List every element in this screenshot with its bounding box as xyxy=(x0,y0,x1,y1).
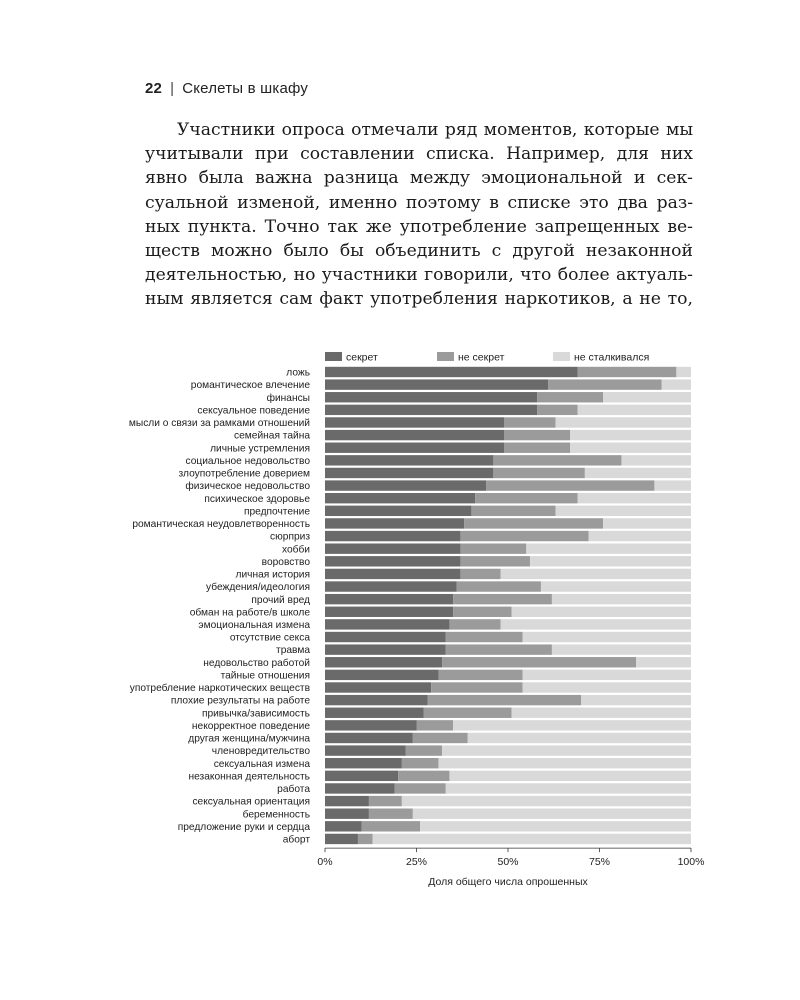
bar-segment xyxy=(325,670,438,680)
paragraph-line: ных пункта. Точно так же употребление запрещенных ве- xyxy=(145,216,693,237)
legend-swatch xyxy=(437,352,454,361)
x-tick-label: 25% xyxy=(405,856,428,869)
bar-segment xyxy=(570,430,691,440)
bar-segment xyxy=(325,392,537,402)
bar-segment xyxy=(460,543,526,553)
category-label: беременность xyxy=(242,809,310,821)
category-label: недовольство работой xyxy=(203,657,310,669)
bar-segment xyxy=(486,480,654,490)
bar-segment xyxy=(325,506,471,516)
bar-segment xyxy=(325,708,424,718)
category-label: воровство xyxy=(261,556,310,568)
bar-segment xyxy=(493,468,585,478)
bar-segment xyxy=(395,783,446,793)
bar-segment xyxy=(453,720,691,730)
legend-swatch xyxy=(325,352,342,361)
category-label: романтическая неудовлетворенность xyxy=(132,519,310,531)
bar-segment xyxy=(325,758,402,768)
x-tick-label: 100% xyxy=(677,856,705,869)
category-label: незаконная деятельность xyxy=(188,771,310,783)
bar-segment xyxy=(621,455,691,465)
bar-segment xyxy=(417,720,454,730)
bar-segment xyxy=(325,745,406,755)
bar-segment xyxy=(541,581,691,591)
x-tick-label: 75% xyxy=(588,856,611,869)
bar-segment xyxy=(526,543,691,553)
legend-label: не сталкивался xyxy=(574,351,650,364)
category-label: привычка/зависимость xyxy=(201,708,310,720)
bar-segment xyxy=(325,468,493,478)
bar-segment xyxy=(325,493,475,503)
category-label: финансы xyxy=(266,392,310,404)
bar-segment xyxy=(676,367,691,377)
bar-segment xyxy=(537,405,577,415)
bar-segment xyxy=(512,708,691,718)
paragraph-line: ным является сам факт употребления наркотиков, а не то, xyxy=(145,289,693,310)
bar-segment xyxy=(578,367,677,377)
bar-segment xyxy=(325,834,358,844)
category-label: работа xyxy=(277,784,310,796)
bar-segment xyxy=(406,745,443,755)
bar-segment xyxy=(504,430,570,440)
bar-segment xyxy=(325,518,464,528)
bar-segment xyxy=(325,809,369,819)
paragraph-line: Участники опроса отмечали ряд моментов, которые мы xyxy=(177,120,693,140)
bar-segment xyxy=(325,455,493,465)
category-label: некорректное поведение xyxy=(191,720,310,732)
page-number: 22 xyxy=(145,80,163,97)
bar-segment xyxy=(325,531,460,541)
category-label: прочий вред xyxy=(251,594,310,606)
bar-segment xyxy=(446,783,691,793)
bar-segment xyxy=(453,607,512,617)
legend-label: секрет xyxy=(346,351,378,364)
bar-segment xyxy=(504,443,570,453)
x-tick-label: 50% xyxy=(497,856,519,869)
category-label: тайные отношения xyxy=(220,670,310,682)
x-tick-label: 0% xyxy=(317,856,333,869)
body-paragraph xyxy=(145,118,693,312)
bar-segment xyxy=(438,670,522,680)
category-label: физическое недовольство xyxy=(185,481,310,493)
category-label: сексуальная измена xyxy=(213,758,310,770)
bar-segment xyxy=(589,531,691,541)
bar-segment xyxy=(369,796,402,806)
bar-segment xyxy=(636,657,691,667)
bar-segment xyxy=(325,443,504,453)
bar-segment xyxy=(537,392,603,402)
bar-segment xyxy=(369,809,413,819)
bar-segment xyxy=(552,594,691,604)
bar-segment xyxy=(523,670,691,680)
category-label: предложение руки и сердца xyxy=(177,821,310,833)
category-label: плохие результаты на работе xyxy=(170,695,310,707)
category-label: социальное недовольство xyxy=(185,455,310,467)
stacked-bar-chart xyxy=(0,335,800,895)
bar-segment xyxy=(471,506,555,516)
bar-segment xyxy=(501,619,691,629)
category-label: семейная тайна xyxy=(234,430,310,442)
bar-segment xyxy=(603,518,691,528)
category-label: предпочтение xyxy=(243,506,310,518)
bar-segment xyxy=(362,821,421,831)
bar-segment xyxy=(325,405,537,415)
category-label: другая женщина/мужчина xyxy=(188,733,310,745)
category-label: личные устремления xyxy=(210,443,310,455)
running-head xyxy=(145,80,308,97)
bar-segment xyxy=(446,632,523,642)
bar-segment xyxy=(325,821,362,831)
bar-segment xyxy=(325,480,486,490)
bar-segment xyxy=(325,796,369,806)
bar-segment xyxy=(325,771,398,781)
bar-segment xyxy=(325,783,395,793)
x-axis-title: Доля общего числа опрошенных xyxy=(428,876,588,889)
bar-segment xyxy=(325,733,413,743)
legend-label: не секрет xyxy=(458,351,505,364)
bar-segment xyxy=(325,367,578,377)
bar-segment xyxy=(556,506,691,516)
bar-segment xyxy=(325,569,460,579)
bar-segment xyxy=(325,543,460,553)
category-label: сексуальная ориентация xyxy=(192,796,310,808)
bar-segment xyxy=(581,695,691,705)
bar-segment xyxy=(460,556,530,566)
category-label: травма xyxy=(276,645,310,657)
bar-segment xyxy=(325,430,504,440)
bar-segment xyxy=(654,480,691,490)
bar-segment xyxy=(530,556,691,566)
bar-segment xyxy=(442,657,636,667)
bar-segment xyxy=(325,379,548,389)
bar-segment xyxy=(325,607,453,617)
category-label: членовредительство xyxy=(211,746,310,758)
bar-segment xyxy=(603,392,691,402)
bar-segment xyxy=(325,632,446,642)
bar-segment xyxy=(460,531,588,541)
bar-segment xyxy=(442,745,691,755)
paragraph-line: явно была важна разница между эмоциональной и сек- xyxy=(145,168,693,189)
bar-segment xyxy=(358,834,373,844)
category-label: употребление наркотических веществ xyxy=(129,683,310,695)
bar-segment xyxy=(585,468,691,478)
category-label: ложь xyxy=(286,367,310,379)
bar-segment xyxy=(325,594,453,604)
bar-segment xyxy=(504,417,555,427)
category-label: эмоциональная измена xyxy=(198,620,310,631)
bar-segment xyxy=(424,708,512,718)
book-title: Скелеты в шкафу xyxy=(182,80,309,97)
bar-segment xyxy=(512,607,691,617)
bar-segment xyxy=(501,569,691,579)
category-label: психическое здоровье xyxy=(204,493,310,505)
bar-segment xyxy=(402,796,691,806)
category-label: мысли о связи за рамками отношений xyxy=(128,418,310,430)
bar-segment xyxy=(464,518,603,528)
bar-segment xyxy=(552,644,691,654)
bar-segment xyxy=(427,695,581,705)
bar-segment xyxy=(402,758,439,768)
bar-segment xyxy=(468,733,691,743)
bar-segment xyxy=(457,581,541,591)
bar-segment xyxy=(449,619,500,629)
bar-segment xyxy=(578,493,691,503)
category-label: обман на работе/в школе xyxy=(189,607,310,619)
bar-segment xyxy=(438,758,691,768)
bar-segment xyxy=(460,569,500,579)
paragraph-line: суальной изменой, именно поэтому в списке это два раз- xyxy=(145,192,693,213)
bar-segment xyxy=(325,682,431,692)
bar-segment xyxy=(398,771,449,781)
bar-segment xyxy=(475,493,577,503)
bar-segment xyxy=(325,556,460,566)
bar-segment xyxy=(548,379,661,389)
bar-segment xyxy=(325,619,449,629)
category-label: романтическое влечение xyxy=(190,380,310,392)
category-label: убеждения/идеология xyxy=(206,582,310,594)
category-label: отсутствие секса xyxy=(229,632,310,644)
bar-segment xyxy=(556,417,691,427)
bar-segment xyxy=(413,733,468,743)
bar-segment xyxy=(373,834,691,844)
category-label: аборт xyxy=(282,834,310,846)
bar-segment xyxy=(325,644,446,654)
bar-segment xyxy=(325,581,457,591)
category-label: хобби xyxy=(281,544,310,556)
bar-segment xyxy=(325,657,442,667)
paragraph-line: деятельностью, но участники говорили, что более актуаль- xyxy=(145,265,693,286)
category-label: сексуальное поведение xyxy=(197,405,310,417)
bar-segment xyxy=(325,695,427,705)
bar-segment xyxy=(325,417,504,427)
bar-segment xyxy=(662,379,691,389)
paragraph-line: ществ можно было бы объединить с другой незаконной xyxy=(145,241,693,262)
bar-segment xyxy=(523,682,691,692)
category-label: личная история xyxy=(235,569,310,581)
bar-segment xyxy=(413,809,691,819)
bar-segment xyxy=(453,594,552,604)
category-label: сюрприз xyxy=(270,531,310,543)
header-separator: | xyxy=(170,80,175,97)
bar-segment xyxy=(578,405,691,415)
bar-segment xyxy=(523,632,691,642)
bar-segment xyxy=(325,720,417,730)
bar-segment xyxy=(570,443,691,453)
category-label: злоупотребление доверием xyxy=(178,468,310,480)
bar-segment xyxy=(420,821,691,831)
bar-segment xyxy=(446,644,552,654)
paragraph-line: учитывали при составлении списка. Например, для них xyxy=(145,144,693,165)
bar-segment xyxy=(493,455,621,465)
legend-swatch xyxy=(553,352,570,361)
bar-segment xyxy=(431,682,523,692)
bar-segment xyxy=(449,771,691,781)
